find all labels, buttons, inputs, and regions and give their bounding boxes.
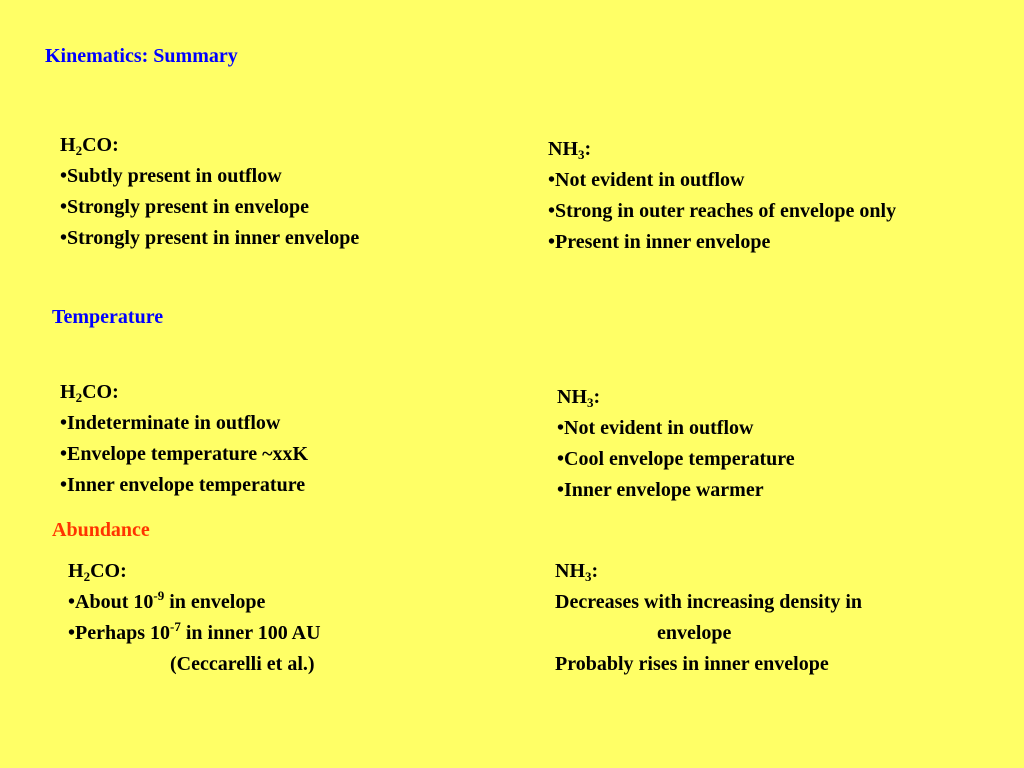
abundance-nh3-item-density: Decreases with increasing density in <box>555 591 863 613</box>
abundance-h2co-item-envelope: •About $10^{-9}$ in envelope <box>68 588 266 613</box>
kinematics-summary-heading: Kinematics: Summary <box>45 45 238 67</box>
kinematics-nh3-item-inner-envelope: •Present in inner envelope <box>548 231 771 253</box>
kinematics-h2co-block <box>60 130 359 254</box>
abundance-nh3-item-density-cont: envelope <box>657 622 732 644</box>
kinematics-h2co-label: $H_2CO$: <box>60 134 119 158</box>
kinematics-nh3-item-outflow: •Not evident in outflow <box>548 169 745 191</box>
temperature-h2co-item-envelope: •Envelope temperature ~xxK <box>60 443 309 465</box>
abundance-heading: Abundance <box>52 519 150 541</box>
abundance-h2co-block <box>68 556 321 680</box>
temperature-h2co-label: $H_2CO$: <box>60 381 119 405</box>
temperature-h2co-item-outflow: •Indeterminate in outflow <box>60 412 281 434</box>
kinematics-nh3-label: $NH_3$: <box>548 138 592 162</box>
temperature-nh3-item-outflow: •Not evident in outflow <box>557 417 754 439</box>
abundance-h2co-citation: (Ceccarelli et al.) <box>170 653 315 675</box>
kinematics-h2co-item-outflow: •Subtly present in outflow <box>60 165 282 187</box>
temperature-nh3-item-inner-envelope: •Inner envelope warmer <box>557 479 764 501</box>
temperature-h2co-item-inner-envelope: •Inner envelope temperature <box>60 474 306 496</box>
kinematics-h2co-item-envelope: •Strongly present in envelope <box>60 196 310 218</box>
temperature-h2co-block <box>60 377 308 501</box>
abundance-nh3-block <box>555 556 862 680</box>
kinematics-h2co-item-inner-envelope: •Strongly present in inner envelope <box>60 227 360 249</box>
temperature-nh3-block <box>557 382 795 506</box>
abundance-h2co-label: $H_2CO$: <box>68 560 127 584</box>
abundance-h2co-item-inner: •Perhaps $10^{-7}$ in inner 100 AU <box>68 619 321 644</box>
temperature-nh3-item-envelope: •Cool envelope temperature <box>557 448 795 470</box>
kinematics-nh3-block <box>548 134 896 258</box>
abundance-nh3-item-inner: Probably rises in inner envelope <box>555 653 829 675</box>
kinematics-nh3-item-outer-envelope: •Strong in outer reaches of envelope only <box>548 200 897 222</box>
abundance-nh3-label: $NH_3$: <box>555 560 599 584</box>
temperature-heading: Temperature <box>52 306 164 328</box>
temperature-nh3-label: $NH_3$: <box>557 386 601 410</box>
